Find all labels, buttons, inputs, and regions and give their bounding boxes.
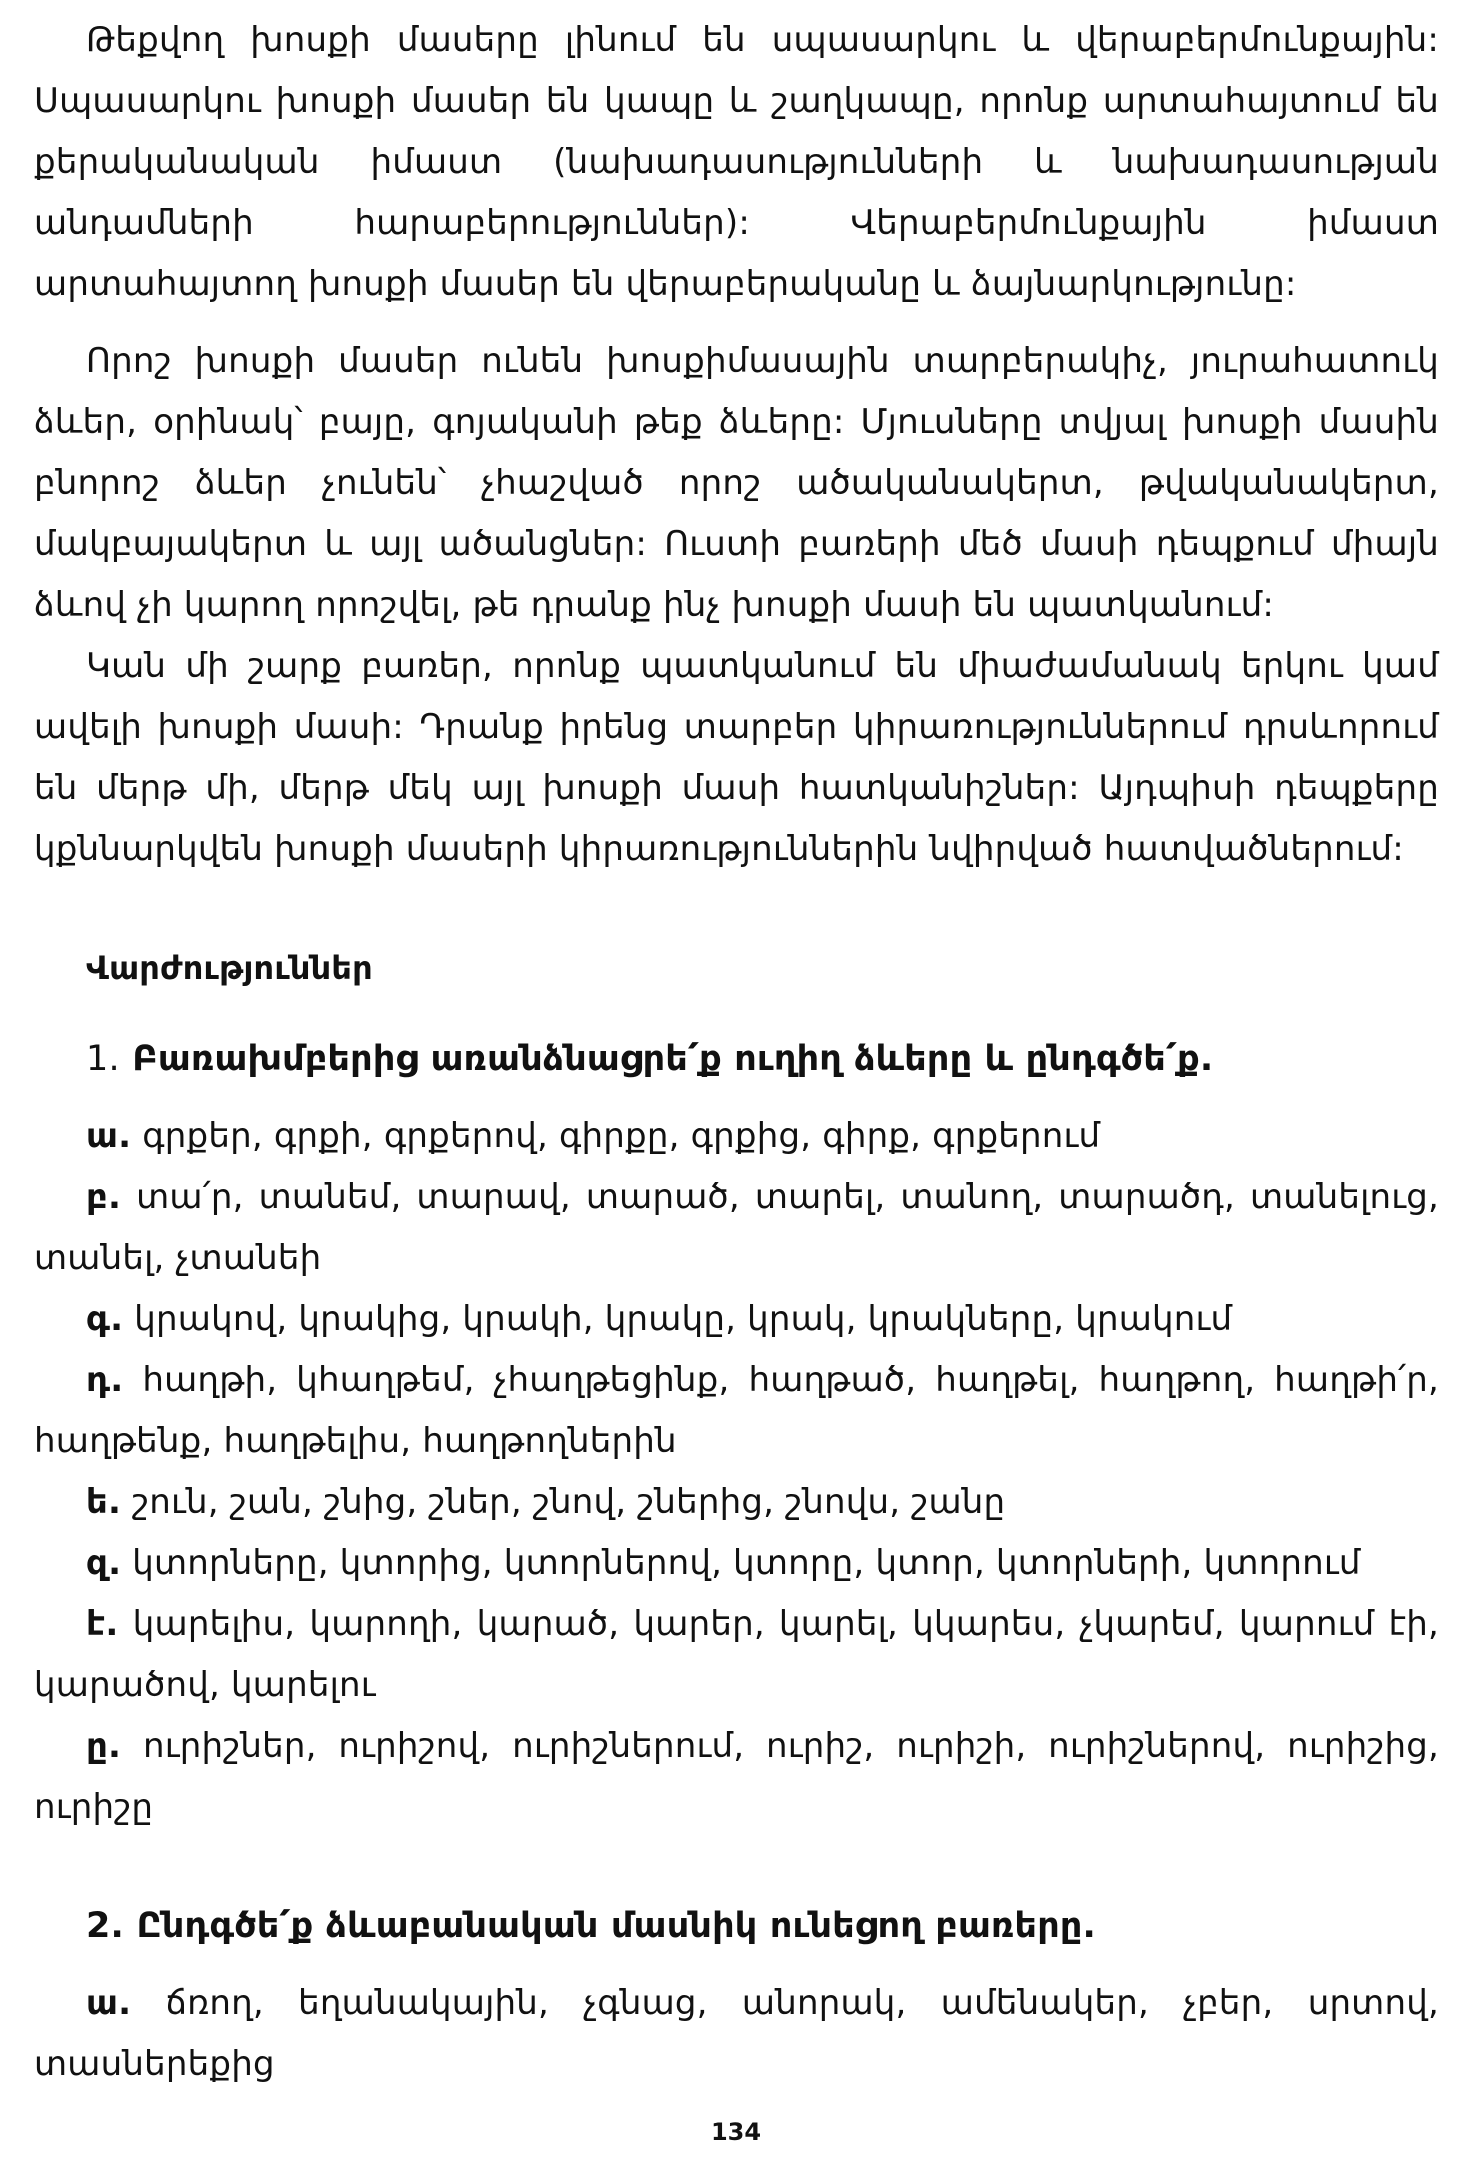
paragraph: Թեքվող խոսքի մասերը լինում են սպասարկու և վերաբերմունքային: Սպասարկու խոսքի մասեր են կապը և շաղկապը, որոնք արտահայտում են քերականական իմաստ (նախադասությունների և նախադասության անդամների հարաբերություններ): Վերաբերմունքային իմաստ արտահայտող խոսքի մասեր են վերաբերականը և ձայնարկությունը: xyxy=(34,20,1439,304)
item-letter: է. xyxy=(86,1604,119,1644)
item-text: ճռող, եղանակային, չգնաց, անորակ, ամենակեր, չբեր, սրտով, տասներեքից xyxy=(34,1983,1439,2084)
list-item xyxy=(34,1106,1439,1167)
item-letter: դ. xyxy=(86,1360,124,1400)
list-item xyxy=(34,1973,1439,2095)
exercises-heading: Վարժություններ xyxy=(86,949,373,987)
list-item xyxy=(34,1350,1439,1472)
list-item xyxy=(34,1289,1439,1350)
item-text: տա՛ր, տանեմ, տարավ, տարած, տարել, տանող, տարածդ, տանելուց, տանել, չտանեի xyxy=(34,1177,1439,1278)
list-item xyxy=(34,1533,1439,1594)
item-letter: ա. xyxy=(86,1983,132,2023)
item-text: հաղթի, կհաղթեմ, չհաղթեցինք, հաղթած, հաղթել, հաղթող, հաղթի՛ր, հաղթենք, հաղթելիս, հաղթողներին xyxy=(34,1360,1439,1461)
list-item xyxy=(34,1472,1439,1533)
item-text: կարելիս, կարողի, կարած, կարեր, կարել, կկարես, չկարեմ, կարում էի, կարածով, կարելու xyxy=(34,1604,1439,1705)
item-letter: ա. xyxy=(86,1116,132,1156)
task-instruction: Բառախմբերից առանձնացրե՛ք ուղիղ ձևերը և ընդգծե՛ք. xyxy=(132,1039,1214,1079)
task-number: 1. xyxy=(86,1039,120,1079)
item-letter: զ. xyxy=(86,1543,122,1583)
item-letter: ը. xyxy=(86,1726,122,1766)
task-heading xyxy=(34,1896,1439,1957)
item-letter: բ. xyxy=(86,1177,122,1217)
item-text: գրքեր, գրքի, գրքերով, գիրքը, գրքից, գիրք, գրքերում xyxy=(142,1116,1101,1156)
item-text: կրակով, կրակից, կրակի, կրակը, կրակ, կրակները, կրակում xyxy=(134,1299,1233,1339)
paragraph: Որոշ խոսքի մասեր ունեն խոսքիմասային տարբերակիչ, յուրահատուկ ձևեր, օրինակ՝ բայը, գոյականի թեք ձևերը: Մյուսները տվյալ խոսքի մասին բնորոշ ձևեր չունեն՝ չհաշված որոշ ածականակերտ, թվականակերտ, մակբայակերտ և այլ ածանցներ: Ուստի բառերի մեծ մասի դեպքում միայն ձևով չի կարող որոշվել, թե դրանք ինչ խոսքի մասի են պատկանում: xyxy=(34,341,1439,625)
list-item xyxy=(34,1594,1439,1716)
task-heading xyxy=(34,1029,1439,1090)
page-number: 134 xyxy=(710,2118,762,2146)
task-item-list xyxy=(34,1106,1439,1838)
task-instruction: Ընդգծե՛ք ձևաբանական մասնիկ ունեցող բառերը. xyxy=(136,1906,1097,1946)
task-number: 2. xyxy=(86,1906,125,1946)
list-item xyxy=(34,1716,1439,1838)
item-text: շուն, շան, շնից, շներ, շնով, շներից, շնովս, շանը xyxy=(132,1482,1006,1522)
list-item xyxy=(34,1167,1439,1289)
paragraph: Կան մի շարք բառեր, որոնք պատկանում են միաժամանակ երկու կամ ավելի խոսքի մասի: Դրանք իրենց տարբեր կիրառություններում դրսևորում են մերթ մի, մերթ մեկ այլ խոսքի մասի հատկանիշներ: Այդպիսի դեպքերը կքննարկվեն խոսքի մասերի կիրառություններին նվիրված հատվածներում: xyxy=(34,646,1439,869)
item-letter: ե. xyxy=(86,1482,122,1522)
task-item-list xyxy=(34,1973,1439,2095)
item-text: կտորները, կտորից, կտորներով, կտորը, կտոր, կտորների, կտորում xyxy=(132,1543,1361,1583)
item-letter: գ. xyxy=(86,1299,124,1339)
document-page xyxy=(34,10,1439,2095)
item-text: ուրիշներ, ուրիշով, ուրիշներում, ուրիշ, ուրիշի, ուրիշներով, ուրիշից, ուրիշը xyxy=(34,1726,1439,1827)
